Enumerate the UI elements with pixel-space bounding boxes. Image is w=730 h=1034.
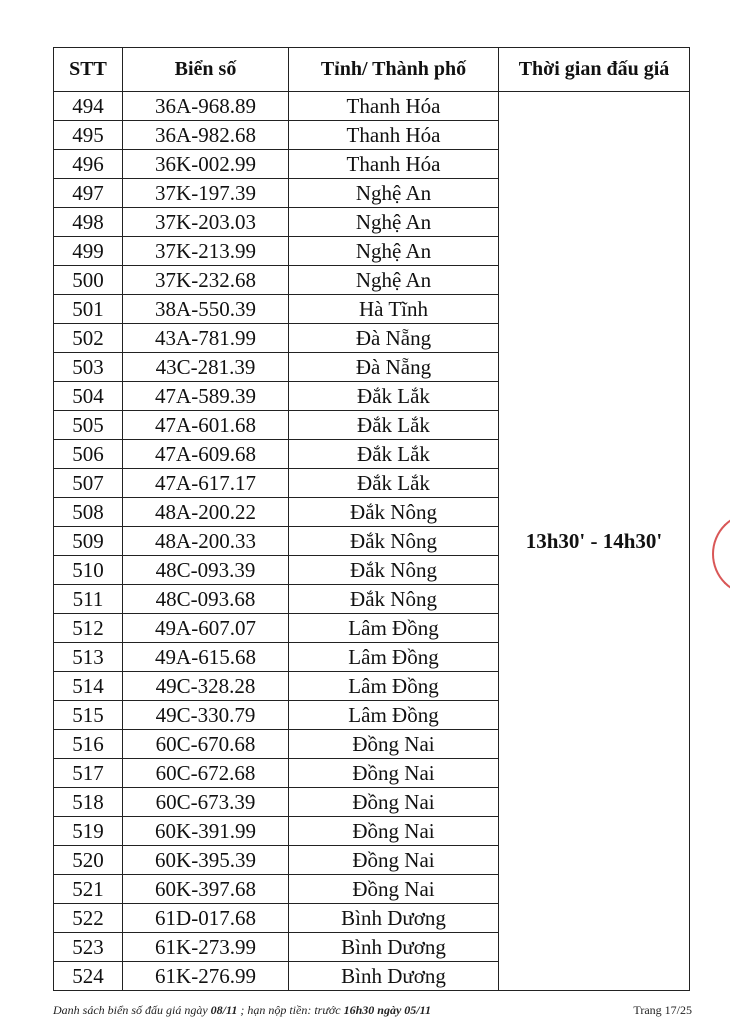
cell-plate: 60K-395.39 bbox=[123, 846, 289, 875]
cell-province: Đồng Nai bbox=[289, 817, 499, 846]
cell-stt: 515 bbox=[54, 701, 123, 730]
cell-province: Hà Tĩnh bbox=[289, 295, 499, 324]
cell-stt: 501 bbox=[54, 295, 123, 324]
cell-province: Lâm Đồng bbox=[289, 672, 499, 701]
footer-prefix: Danh sách biển số đấu giá ngày bbox=[53, 1003, 211, 1017]
cell-stt: 494 bbox=[54, 92, 123, 121]
cell-province: Đắk Lắk bbox=[289, 382, 499, 411]
cell-stt: 516 bbox=[54, 730, 123, 759]
cell-plate: 48A-200.22 bbox=[123, 498, 289, 527]
cell-province: Đồng Nai bbox=[289, 846, 499, 875]
table-row bbox=[54, 92, 690, 121]
header-stt: STT bbox=[54, 48, 123, 92]
cell-plate: 61D-017.68 bbox=[123, 904, 289, 933]
cell-stt: 511 bbox=[54, 585, 123, 614]
cell-plate: 37K-203.03 bbox=[123, 208, 289, 237]
cell-plate: 47A-589.39 bbox=[123, 382, 289, 411]
cell-stt: 498 bbox=[54, 208, 123, 237]
cell-province: Đồng Nai bbox=[289, 875, 499, 904]
cell-plate: 36K-002.99 bbox=[123, 150, 289, 179]
cell-province: Đắk Nông bbox=[289, 498, 499, 527]
cell-stt: 522 bbox=[54, 904, 123, 933]
cell-plate: 49C-330.79 bbox=[123, 701, 289, 730]
cell-plate: 37K-232.68 bbox=[123, 266, 289, 295]
cell-stt: 519 bbox=[54, 817, 123, 846]
cell-province: Lâm Đồng bbox=[289, 614, 499, 643]
cell-province: Nghệ An bbox=[289, 237, 499, 266]
cell-stt: 503 bbox=[54, 353, 123, 382]
header-province: Tỉnh/ Thành phố bbox=[289, 48, 499, 92]
cell-province: Nghệ An bbox=[289, 266, 499, 295]
cell-plate: 38A-550.39 bbox=[123, 295, 289, 324]
cell-stt: 507 bbox=[54, 469, 123, 498]
cell-stt: 521 bbox=[54, 875, 123, 904]
cell-plate: 43C-281.39 bbox=[123, 353, 289, 382]
cell-province: Đắk Nông bbox=[289, 556, 499, 585]
table-header-row bbox=[54, 48, 690, 92]
cell-plate: 60C-670.68 bbox=[123, 730, 289, 759]
cell-stt: 496 bbox=[54, 150, 123, 179]
cell-plate: 36A-982.68 bbox=[123, 121, 289, 150]
cell-plate: 36A-968.89 bbox=[123, 92, 289, 121]
document-sheet bbox=[53, 47, 689, 991]
cell-stt: 524 bbox=[54, 962, 123, 991]
cell-stt: 517 bbox=[54, 759, 123, 788]
cell-province: Nghệ An bbox=[289, 208, 499, 237]
cell-plate: 48C-093.39 bbox=[123, 556, 289, 585]
footer-deadline: 16h30 ngày 05/11 bbox=[343, 1003, 431, 1017]
cell-plate: 60K-391.99 bbox=[123, 817, 289, 846]
table-body bbox=[54, 92, 690, 991]
cell-province: Đồng Nai bbox=[289, 788, 499, 817]
cell-stt: 505 bbox=[54, 411, 123, 440]
cell-province: Đắk Lắk bbox=[289, 440, 499, 469]
header-time: Thời gian đấu giá bbox=[499, 48, 690, 92]
cell-stt: 509 bbox=[54, 527, 123, 556]
cell-plate: 48C-093.68 bbox=[123, 585, 289, 614]
cell-province: Đắk Nông bbox=[289, 527, 499, 556]
cell-province: Bình Dương bbox=[289, 904, 499, 933]
cell-stt: 523 bbox=[54, 933, 123, 962]
cell-plate: 49A-607.07 bbox=[123, 614, 289, 643]
cell-province: Đồng Nai bbox=[289, 730, 499, 759]
cell-province: Lâm Đồng bbox=[289, 643, 499, 672]
cell-plate: 61K-276.99 bbox=[123, 962, 289, 991]
cell-plate: 60K-397.68 bbox=[123, 875, 289, 904]
cell-province: Thanh Hóa bbox=[289, 150, 499, 179]
cell-plate: 49A-615.68 bbox=[123, 643, 289, 672]
cell-plate: 47A-617.17 bbox=[123, 469, 289, 498]
cell-plate: 61K-273.99 bbox=[123, 933, 289, 962]
red-stamp-mark-lower bbox=[694, 700, 730, 774]
cell-stt: 513 bbox=[54, 643, 123, 672]
cell-province: Lâm Đồng bbox=[289, 701, 499, 730]
cell-stt: 510 bbox=[54, 556, 123, 585]
cell-province: Thanh Hóa bbox=[289, 121, 499, 150]
cell-plate: 37K-213.99 bbox=[123, 237, 289, 266]
cell-plate: 47A-609.68 bbox=[123, 440, 289, 469]
cell-plate: 48A-200.33 bbox=[123, 527, 289, 556]
cell-stt: 495 bbox=[54, 121, 123, 150]
page-footer bbox=[53, 1003, 692, 1018]
cell-stt: 504 bbox=[54, 382, 123, 411]
cell-province: Đà Nẵng bbox=[289, 324, 499, 353]
page-number: Trang 17/25 bbox=[633, 1003, 692, 1017]
plates-table bbox=[53, 47, 690, 991]
cell-stt: 520 bbox=[54, 846, 123, 875]
cell-plate: 60C-672.68 bbox=[123, 759, 289, 788]
footer-middle: ; hạn nộp tiền: trước bbox=[237, 1003, 344, 1017]
cell-stt: 518 bbox=[54, 788, 123, 817]
cell-stt: 500 bbox=[54, 266, 123, 295]
cell-stt: 514 bbox=[54, 672, 123, 701]
footer-auction-date: 08/11 bbox=[210, 1003, 238, 1017]
cell-plate: 60C-673.39 bbox=[123, 788, 289, 817]
cell-plate: 43A-781.99 bbox=[123, 324, 289, 353]
cell-plate: 47A-601.68 bbox=[123, 411, 289, 440]
cell-stt: 512 bbox=[54, 614, 123, 643]
cell-stt: 499 bbox=[54, 237, 123, 266]
cell-time-slot: 13h30' - 14h30' bbox=[499, 92, 690, 991]
cell-province: Đà Nẵng bbox=[289, 353, 499, 382]
cell-stt: 506 bbox=[54, 440, 123, 469]
cell-province: Đắk Nông bbox=[289, 585, 499, 614]
cell-stt: 508 bbox=[54, 498, 123, 527]
red-stamp-mark bbox=[712, 512, 730, 596]
cell-plate: 49C-328.28 bbox=[123, 672, 289, 701]
cell-stt: 497 bbox=[54, 179, 123, 208]
cell-province: Bình Dương bbox=[289, 933, 499, 962]
cell-province: Đắk Lắk bbox=[289, 411, 499, 440]
cell-plate: 37K-197.39 bbox=[123, 179, 289, 208]
cell-province: Thanh Hóa bbox=[289, 92, 499, 121]
cell-province: Đồng Nai bbox=[289, 759, 499, 788]
cell-province: Đắk Lắk bbox=[289, 469, 499, 498]
cell-stt: 502 bbox=[54, 324, 123, 353]
header-plate: Biển số bbox=[123, 48, 289, 92]
cell-province: Bình Dương bbox=[289, 962, 499, 991]
cell-province: Nghệ An bbox=[289, 179, 499, 208]
